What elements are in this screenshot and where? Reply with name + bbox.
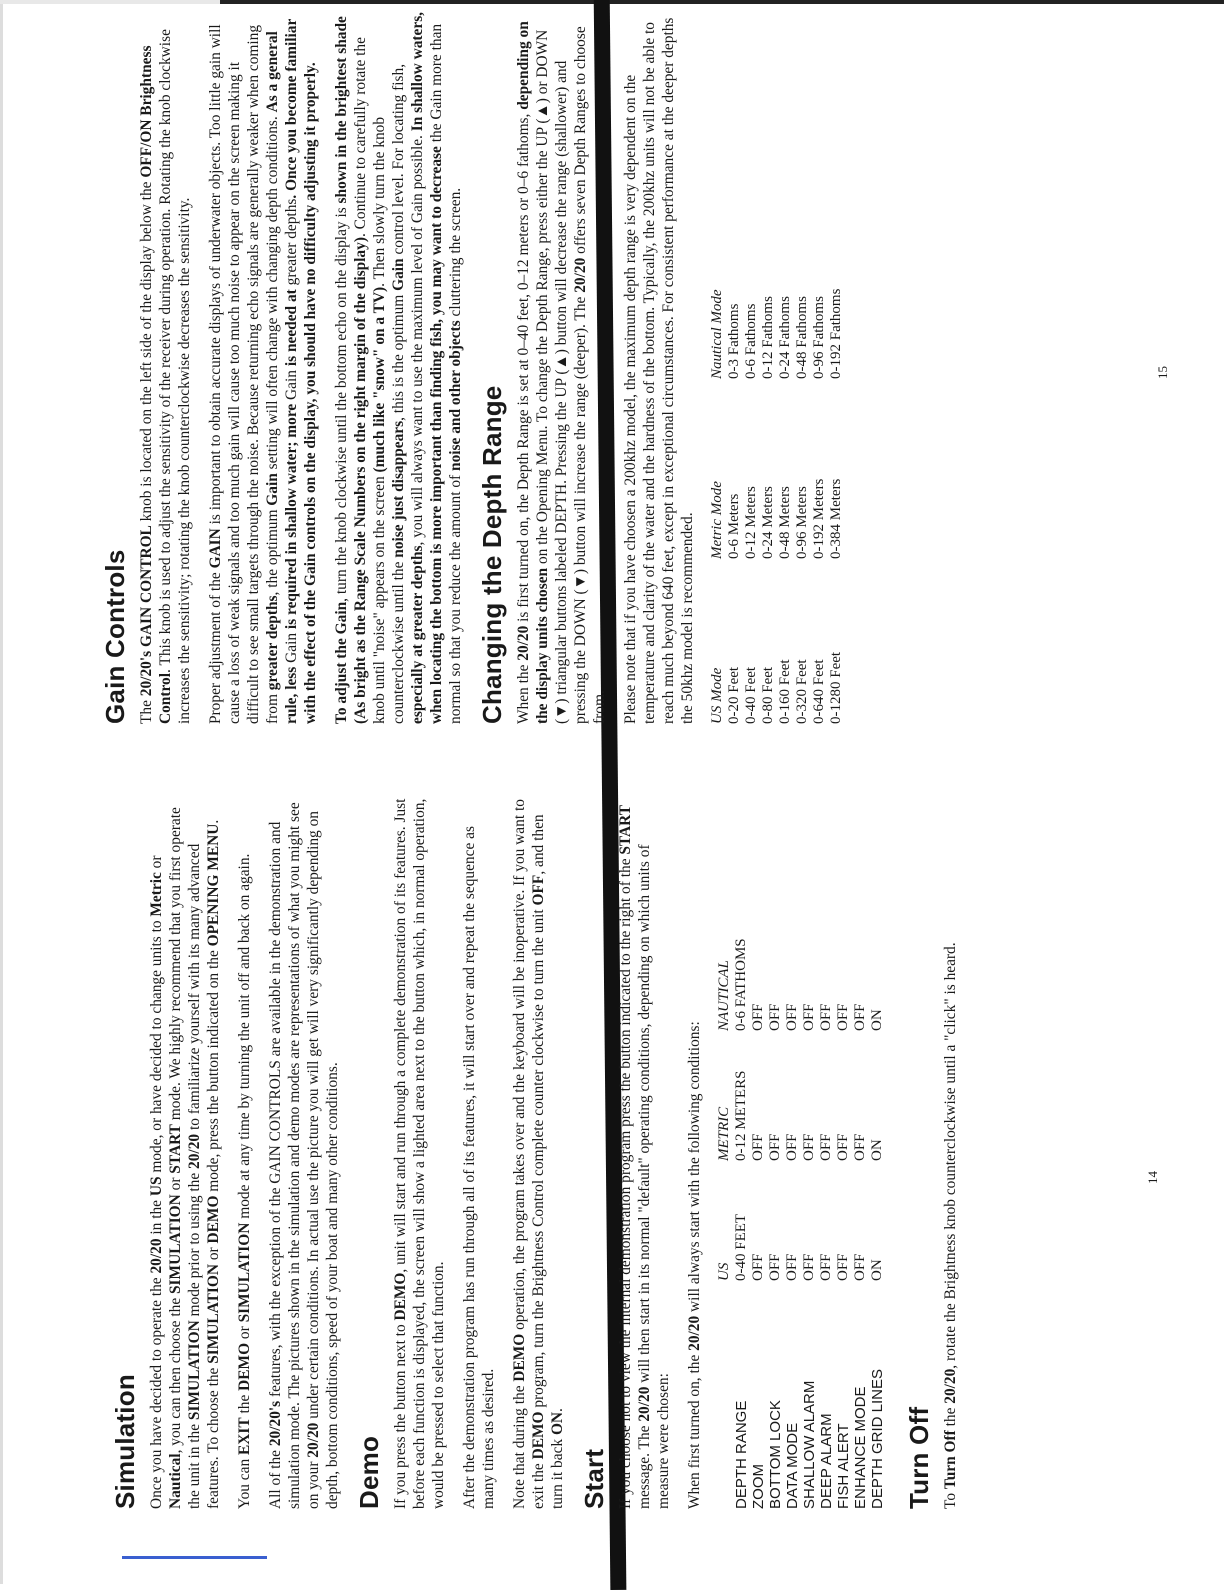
gain-controls-heading: Gain Controls [100, 549, 130, 724]
table-row: 0-80 Feet 0-24 Meters 0-12 Fathoms [760, 296, 776, 724]
simulation-heading: Simulation [110, 1374, 140, 1509]
page-number-left: 14 [1145, 1171, 1160, 1184]
start-heading: Start [579, 1448, 609, 1509]
table-row: 0-640 Feet 0-192 Meters 0-96 Fathoms [811, 296, 827, 724]
left-page [104, 793, 972, 1509]
header-us-mode: US Mode [709, 667, 725, 724]
depth-para-1: When the 20/20 is first turned on, the Depth Range is set at 0–40 feet, 0–12 meters or 0–6 fathoms, depending on the display units chosen on the Opening Menu. To change the Depth Range, press either the UP (▲) or DOWN (▼) triangular buttons labeled DEPTH. Pressing the UP (▲) button will decrease the range (shallower) and pressing the DOWN (▼) button will increase the range (deeper). The 20/20 offers seven Depth Ranges to choose from. [515, 21, 608, 724]
table-row: 0-40 Feet 0-12 Meters 0-6 Fathoms [743, 303, 759, 724]
simulation-para-3: All of the 20/20's features, with the exception of the GAIN CONTROLS are available in the demonstration and simulation mode. The pictures shown in the simulation and demo modes are representations of what you might see on your 20/20 under certain conditions. In actual use the picture you will get will very significantly depending on depth, bottom conditions, speed of your boat and many other conditions. [267, 802, 341, 1509]
header-nautical: NAUTICAL [716, 960, 732, 1031]
depth-range-heading: Changing the Depth Range [477, 385, 507, 724]
gain-para-1: The 20/20's GAIN CONTROL knob is located on the left side of the display below the OFF/ON Brightness Control. This knob is used to adjust the sensitivity of the receiver during operation. Rotating the knob clockwise increases the sensitivity; rotating the knob counterclockwise decreases the sensitivity. [138, 29, 193, 724]
simulation-para-2: You can EXIT the DEMO or SIMULATION mode at any time by turning the unit off and back on again. [236, 853, 253, 1509]
table-header-row [716, 793, 733, 1509]
gain-para-3: To adjust the Gain, turn the knob clockwise until the bottom echo on the display is shown in the brightest shade (As bright as the Range Scale Numbers on the right margin of the display). Continue to carefully rotate the knob until "noise" appears on the screen (much like "snow" on a TV). Then slowly turn the knob counterclockwise until the noise just disappears, this is the optimum Gain control level. For locating fish, especially at greater depths, you will always want to use the maximum level of Gain possible. In shallow waters, when locating the bottom is more important than finding fish, you may want to decrease the Gain more than normal so that you reduce the amount of noise and other objects cluttering the screen. [333, 11, 464, 724]
table-header-row [709, 9, 726, 724]
simulation-para-1: Once you have decided to operate the 20/20 in the US mode, or have decided to change units to Metric or Nautical, you can then choose the SIMULATION or START mode. We highly recommend that you first operate the unit in the SIMULATION mode prior to using the 20/20 to familiarize yourself with its many advanced features. To choose the SIMULATION or DEMO mode, press the button indicated on the OPENING MENU. [148, 807, 222, 1509]
table-row: FISH ALERT OFF OFF OFF [835, 1003, 852, 1509]
turn-off-heading: Turn Off [904, 1406, 934, 1509]
demo-para-2: After the demonstration program has run through all of its features, it will start over and repeat the sequence as many times as desired. [461, 826, 497, 1509]
table-row: DEPTH RANGE 0-40 FEET 0-12 METERS 0-6 FATHOMS [733, 938, 750, 1509]
demo-para-3: Note that during the DEMO operation, the program takes over and the keyboard will be inoperative. If you want to exit the DEMO program, turn the Brightness Control complete counter clockwise to turn the unit OFF, and then turn it back ON. [511, 799, 566, 1509]
header-nautical-mode: Nautical Mode [709, 289, 725, 379]
start-para-1: If you choose not to view the internal demonstration program press the button indicated to the right of the START message. The 20/20 will then start in its normal "default" operating conditions, depending on which units of measure were chosen: [617, 804, 672, 1509]
start-para-2: When first turned on, the 20/20 will always start with the following conditions: [686, 1021, 703, 1509]
right-page [94, 9, 863, 724]
table-row: BOTTOM LOCK OFF OFF OFF [767, 1003, 784, 1509]
gain-para-2: Proper adjustment of the GAIN is important to obtain accurate displays of underwater objects. Too little gain will cause a loss of weak signals and too much gain will cause too much noise to appear on the screen making it difficult to see small targets through the noise. Because returning echo signals are generally weaker when coming from greater depths, the optimum Gain setting will often change with changing depth conditions. As a general rule, less Gain is required in shallow water; more Gain is needed at greater depths. Once you become familiar with the effect of the Gain controls on the display, you should have no difficulty adjusting it properly. [207, 18, 319, 724]
depth-para-2: Please note that if you have choosen a 200khz model, the maximum depth range is very dependent on the temperature and clarity of the water and the hardness of the bottom. Typically, the 200khz units will not be able to reach much beyond 640 feet, except in exceptional circumstances. For consistent performance at the deeper depths the 50khz model is recommended. [622, 17, 696, 724]
table-row: ENHANCE MODE OFF OFF OFF [852, 1003, 869, 1509]
table-row: DATA MODE OFF OFF OFF [784, 1003, 801, 1509]
depth-ranges-table [709, 9, 845, 724]
header-metric-mode: Metric Mode [709, 481, 725, 559]
table-row: ZOOM OFF OFF OFF [750, 1003, 767, 1509]
header-metric: METRIC [716, 1106, 732, 1161]
table-row: DEPTH GRID LINES ON ON ON [869, 1009, 886, 1509]
demo-para-1: If you press the button next to DEMO, unit will start and run through a complete demonstration of its features. Just before each function is displayed, the screen will show a lighted area next to the button which, in normal operation, would be pressed to select that function. [392, 798, 447, 1509]
turn-off-para-1: To Turn Off the 20/20, rotate the Brightness knob counterclockwise until a "click" is heard. [942, 942, 959, 1509]
default-conditions-table [716, 793, 886, 1509]
table-row: 0-320 Feet 0-96 Meters 0-48 Fathoms [794, 296, 810, 724]
page-number-right: 15 [1155, 366, 1170, 379]
table-row: 0-1280 Feet 0-384 Meters 0-192 Fathoms [828, 288, 844, 724]
table-row: SHALLOW ALARM OFF OFF OFF [801, 1003, 818, 1509]
demo-heading: Demo [354, 1435, 384, 1509]
header-us: US [716, 1262, 732, 1281]
table-row: 0-20 Feet 0-6 Meters 0-3 Fathoms [726, 303, 742, 724]
table-row: 0-160 Feet 0-48 Meters 0-24 Fathoms [777, 296, 793, 724]
table-row: DEEP ALARM OFF OFF OFF [818, 1003, 835, 1509]
